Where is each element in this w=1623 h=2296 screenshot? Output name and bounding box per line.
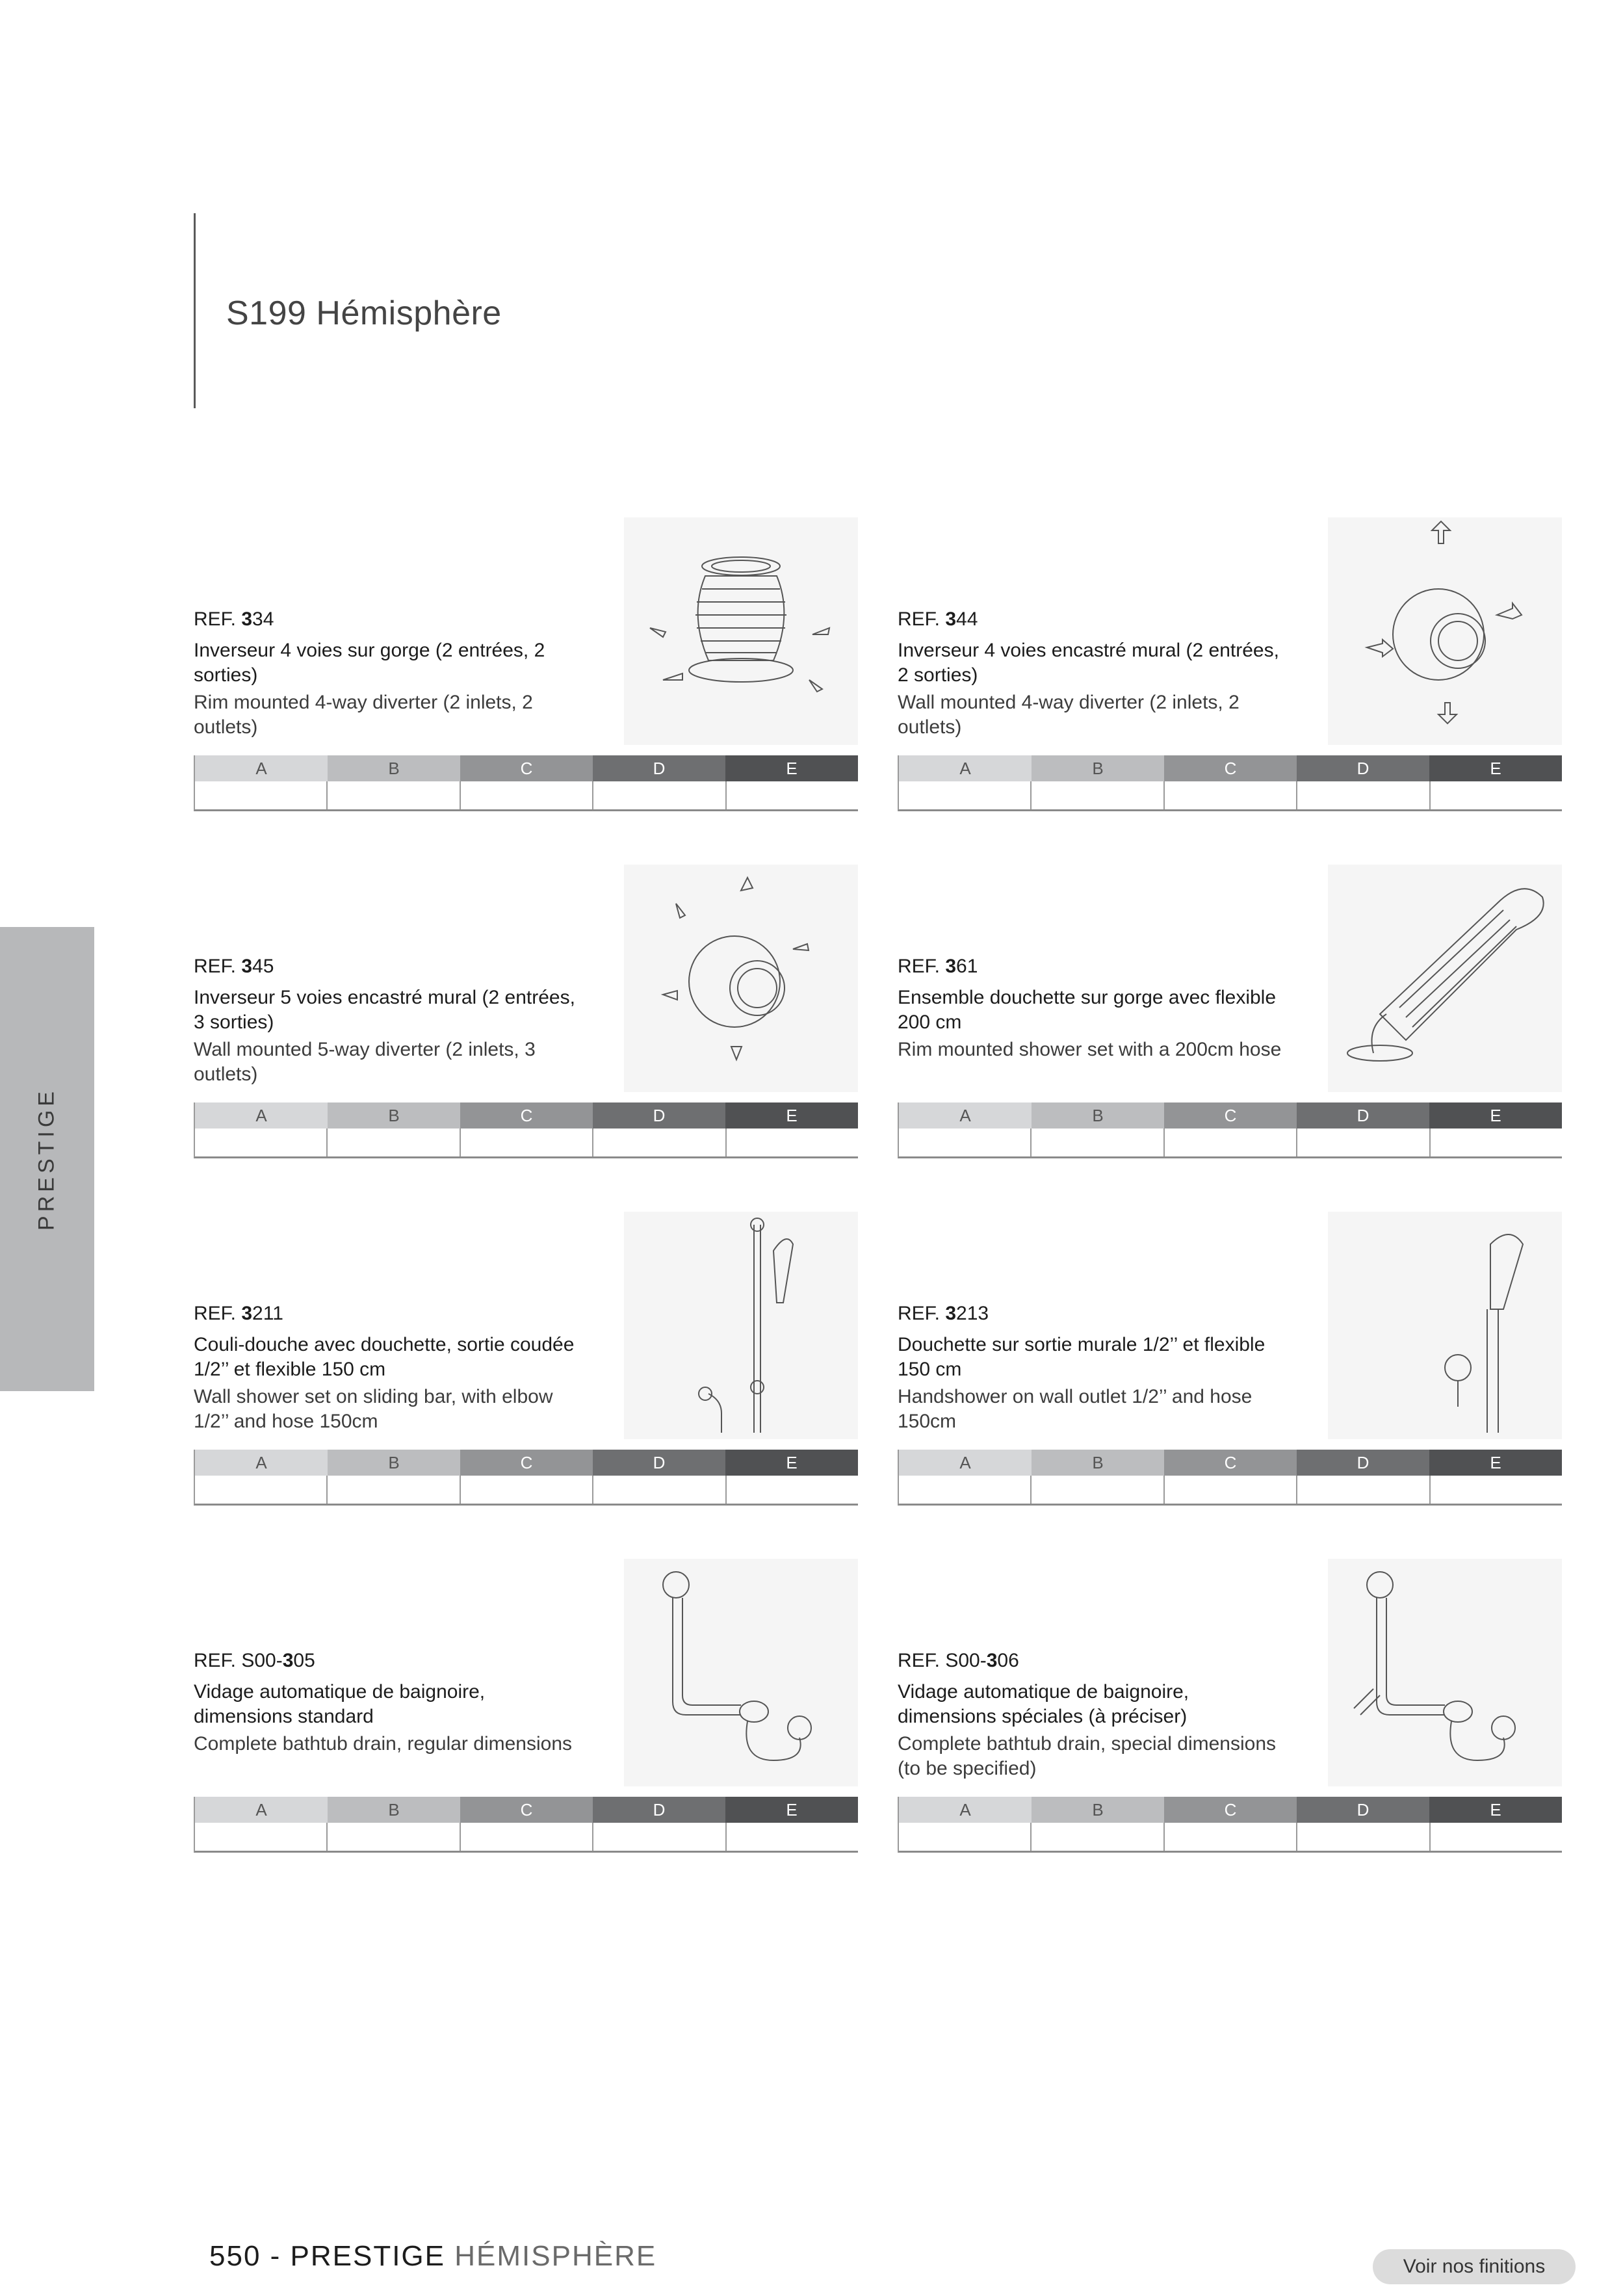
product-illustration-bathtub-drain (624, 1559, 858, 1786)
product-description-en: Complete bathtub drain, regular dimensions (194, 1733, 572, 1755)
col-d: D (593, 1450, 725, 1476)
cell-d (1297, 781, 1430, 809)
product-illustration-wall-diverter (1328, 517, 1562, 745)
col-e: E (725, 1797, 858, 1823)
product-description-en: Wall mounted 5-way diverter (2 inlets, 3 outlets) (194, 1039, 536, 1085)
cell-d (1297, 1823, 1430, 1851)
col-c: C (460, 1450, 593, 1476)
finish-table (194, 755, 858, 811)
cell-d (593, 1476, 726, 1504)
cell-b (328, 781, 460, 809)
col-e: E (1429, 1797, 1562, 1823)
cell-b (1032, 1476, 1164, 1504)
product-card (194, 1212, 858, 1511)
col-c: C (460, 1797, 593, 1823)
product-description-fr: Vidage automatique de baignoire, dimensions standard (194, 1681, 486, 1727)
col-b: B (1032, 1102, 1164, 1128)
product-description-fr: Vidage automatique de baignoire, dimensions spéciales (à préciser) (898, 1681, 1189, 1727)
product-ref: REF. S00-305 (194, 1650, 315, 1671)
col-d: D (593, 1797, 725, 1823)
product-description-fr: Inverseur 5 voies encastré mural (2 entrées, 3 sorties) (194, 987, 575, 1033)
product-description-fr: Inverseur 4 voies sur gorge (2 entrées, 2 sorties) (194, 640, 545, 686)
cell-c (461, 781, 593, 809)
col-a: A (195, 755, 328, 781)
product-description-en: Handshower on wall outlet 1/2’’ and hose 150cm (898, 1386, 1253, 1432)
page-title: S199 Hémisphère (226, 294, 502, 332)
cell-b (328, 1823, 460, 1851)
product-description-fr: Inverseur 4 voies encastré mural (2 entrées, 2 sorties) (898, 640, 1279, 686)
product-card (898, 1212, 1562, 1511)
finish-table (898, 755, 1562, 811)
col-a: A (195, 1797, 328, 1823)
product-illustration-rim-diverter (624, 517, 858, 745)
cell-e (727, 1128, 858, 1156)
cell-a (899, 781, 1032, 809)
col-a: A (195, 1450, 328, 1476)
col-b: B (1032, 1450, 1164, 1476)
col-d: D (593, 1102, 725, 1128)
product-description-en: Rim mounted shower set with a 200cm hose (898, 1039, 1282, 1060)
product-card (194, 517, 858, 816)
cell-e (727, 1823, 858, 1851)
cell-c (461, 1476, 593, 1504)
finish-table (898, 1797, 1562, 1853)
cell-a (195, 1823, 328, 1851)
col-c: C (1164, 1102, 1297, 1128)
cell-d (1297, 1476, 1430, 1504)
col-c: C (460, 755, 593, 781)
col-c: C (1164, 1450, 1297, 1476)
product-ref: REF. 3211 (194, 1303, 283, 1324)
cell-d (593, 1823, 726, 1851)
cell-e (1431, 1476, 1562, 1504)
cell-a (899, 1128, 1032, 1156)
product-description-en: Wall mounted 4-way diverter (2 inlets, 2 outlets) (898, 692, 1240, 738)
product-illustration-handshower (1328, 1212, 1562, 1439)
product-ref: REF. 361 (898, 956, 978, 977)
side-tab-label: PRESTIGE (34, 1088, 59, 1231)
col-e: E (725, 1102, 858, 1128)
title-rule (194, 213, 196, 408)
product-ref: REF. 334 (194, 608, 274, 630)
product-description-fr: Ensemble douchette sur gorge avec flexible 200 cm (898, 987, 1277, 1033)
cell-a (899, 1823, 1032, 1851)
cell-e (727, 781, 858, 809)
side-tab (0, 927, 94, 1391)
finish-table (194, 1797, 858, 1853)
product-description-en: Wall shower set on sliding bar, with elbow 1/2’’ and hose 150cm (194, 1386, 553, 1432)
cell-b (1032, 781, 1164, 809)
product-ref: REF. 3213 (898, 1303, 989, 1324)
finish-table (194, 1450, 858, 1506)
product-ref: REF. S00-306 (898, 1650, 1019, 1671)
col-b: B (328, 755, 460, 781)
product-description-en: Rim mounted 4-way diverter (2 inlets, 2 outlets) (194, 692, 533, 738)
col-e: E (725, 1450, 858, 1476)
product-ref: REF. 345 (194, 956, 274, 977)
product-description-fr: Couli-douche avec douchette, sortie coudée 1/2’’ et flexible 150 cm (194, 1334, 575, 1380)
col-e: E (1429, 755, 1562, 781)
cell-c (461, 1128, 593, 1156)
col-c: C (1164, 755, 1297, 781)
col-d: D (1297, 1102, 1429, 1128)
cell-c (1165, 1128, 1297, 1156)
col-b: B (328, 1102, 460, 1128)
footer-page-label: 550 - PRESTIGE (209, 2240, 446, 2272)
cell-e (1431, 1128, 1562, 1156)
product-card (194, 865, 858, 1164)
finish-table (194, 1102, 858, 1158)
col-c: C (1164, 1797, 1297, 1823)
cell-b (328, 1128, 460, 1156)
cell-c (1165, 1823, 1297, 1851)
col-e: E (725, 755, 858, 781)
product-illustration-5-way-diverter (624, 865, 858, 1092)
col-e: E (1429, 1450, 1562, 1476)
cell-a (195, 1476, 328, 1504)
product-card (194, 1559, 858, 1858)
cell-a (195, 781, 328, 809)
col-b: B (328, 1450, 460, 1476)
cell-d (1297, 1128, 1430, 1156)
cell-b (328, 1476, 460, 1504)
col-b: B (1032, 755, 1164, 781)
page-footer (209, 2240, 656, 2273)
cell-c (461, 1823, 593, 1851)
cell-d (593, 781, 726, 809)
finish-table (898, 1102, 1562, 1158)
finish-table (898, 1450, 1562, 1506)
cell-b (1032, 1823, 1164, 1851)
col-a: A (899, 1797, 1032, 1823)
col-a: A (899, 755, 1032, 781)
product-description-en: Complete bathtub drain, special dimensions (to be specified) (898, 1733, 1276, 1779)
product-illustration-bathtub-drain-special (1328, 1559, 1562, 1786)
product-card (898, 865, 1562, 1164)
col-d: D (1297, 755, 1429, 781)
col-a: A (899, 1102, 1032, 1128)
cell-a (899, 1476, 1032, 1504)
col-b: B (1032, 1797, 1164, 1823)
product-card (898, 1559, 1562, 1858)
col-b: B (328, 1797, 460, 1823)
product-illustration-sliding-bar (624, 1212, 858, 1439)
cell-c (1165, 1476, 1297, 1504)
col-a: A (195, 1102, 328, 1128)
col-d: D (593, 755, 725, 781)
cell-e (1431, 1823, 1562, 1851)
product-card (898, 517, 1562, 816)
cell-e (1431, 781, 1562, 809)
product-description-fr: Douchette sur sortie murale 1/2’’ et flexible 150 cm (898, 1334, 1266, 1380)
col-d: D (1297, 1797, 1429, 1823)
cell-b (1032, 1128, 1164, 1156)
footer-section-label: HÉMISPHÈRE (454, 2240, 657, 2272)
col-d: D (1297, 1450, 1429, 1476)
col-a: A (899, 1450, 1032, 1476)
cell-d (593, 1128, 726, 1156)
col-e: E (1429, 1102, 1562, 1128)
cell-e (727, 1476, 858, 1504)
product-illustration-shower-set (1328, 865, 1562, 1092)
cell-a (195, 1128, 328, 1156)
view-finishes-button[interactable]: Voir nos finitions (1373, 2249, 1576, 2284)
col-c: C (460, 1102, 593, 1128)
cell-c (1165, 781, 1297, 809)
product-ref: REF. 344 (898, 608, 978, 630)
